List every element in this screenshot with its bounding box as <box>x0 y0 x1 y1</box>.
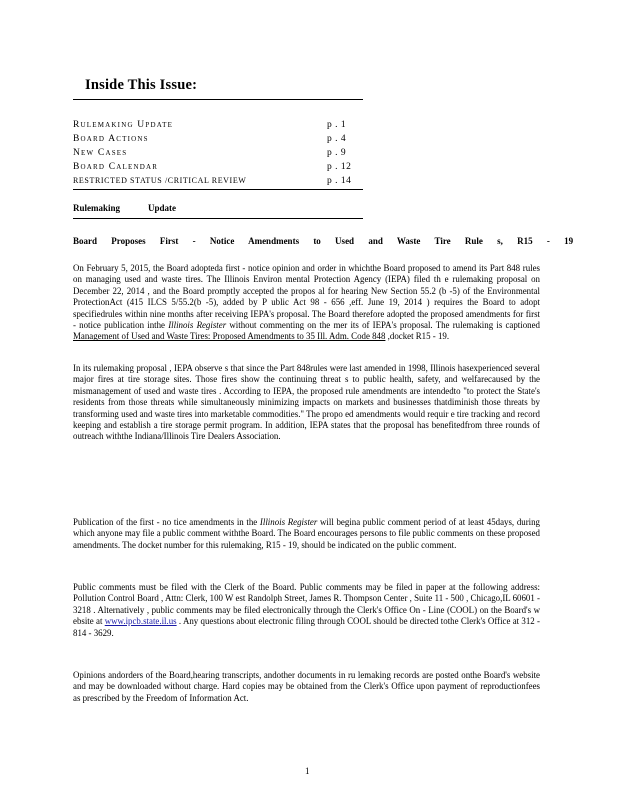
paragraph-text: ,docket R15 - 19. <box>385 331 450 342</box>
toc-item-page: p . 9 <box>327 148 347 158</box>
toc-divider <box>73 189 363 190</box>
toc-item[interactable] <box>73 160 363 174</box>
toc-item[interactable] <box>73 146 363 160</box>
page-number: 1 <box>305 766 310 776</box>
toc-item-page: p . 1 <box>327 120 347 130</box>
paragraph-text: . Any questions about electronic filing through COOL should be directed tothe Clerk's Office at 312 - 814 - 3629. <box>73 616 540 638</box>
article-paragraph-3 <box>73 517 540 551</box>
article-paragraph-4 <box>73 582 540 639</box>
toc-item-label: Board Calendar <box>73 162 159 172</box>
article-headline: Board Proposes First - Notice Amendments to Used and Waste Tire Rule s, R15 - 19 <box>73 236 574 246</box>
toc-item-label: Board Actions <box>73 134 149 144</box>
toc-item-page: p . 4 <box>327 134 347 144</box>
rulemaking-caption: Management of Used and Waste Tires: Proposed Amendments to 35 Ill. Adm. Code 848 <box>73 331 386 342</box>
toc-item[interactable] <box>73 132 363 146</box>
paragraph-text: will begina public comment period of at least 45days, during which anyone may file a public comment withthe Board. The Board encourages persons to file public comments on these proposed amendments. The docket number for this rulemaking, R15 - 19, should be indicated on the public comment. <box>73 517 540 550</box>
toc-item-label: Rulemaking Update <box>73 120 174 130</box>
section-divider <box>73 218 363 219</box>
section-heading-part1: Rulemaking <box>73 203 121 213</box>
article-paragraph-1 <box>73 263 540 343</box>
paragraph-text: without commenting on the mer its of IEPA's proposal. The rulemaking is captioned <box>226 320 540 331</box>
section-heading <box>73 203 176 213</box>
journal-title: Illinois Register <box>168 320 227 331</box>
section-heading-part2: Update <box>148 203 177 213</box>
toc-item-page: p . 12 <box>327 162 352 172</box>
journal-title: Illinois Register <box>259 517 318 527</box>
paragraph-text: On February 5, 2015, the Board adopteda first - notice opinion and order in whichthe Board proposed to amend its Part 848 rules on managing used and waste tires. The Illinois Environ mental Protection Agency (IEPA) filed th e rulemaking proposal on December 22, 2014 , and the Board promptly accepted the propos al for hearing New Section 55.2 (b -5) of the Environmental ProtectionAct (415 ILCS 5/55.2(b -5), added by P ublic Act 98 - 656 ,eff. June 19, 2014 ) requires the Board to adopt specifiedrules within nine months after receiving IEPA's proposal. The Board therefore adopted the proposed amendments for first - notice publication inthe <box>73 263 540 331</box>
page-title: Inside This Issue: <box>85 77 198 93</box>
paragraph-text: Publication of the first - no tice amendments in the <box>73 517 260 527</box>
toc-item-page: p . 14 <box>327 176 352 186</box>
toc-item[interactable] <box>73 118 363 132</box>
toc-item-label: New Cases <box>73 148 128 158</box>
board-website-link[interactable]: www.ipcb.state.il.us <box>104 616 177 627</box>
article-paragraph-2: In its rulemaking proposal , IEPA observe s that since the Part 848rules were last amended in 1998, Illinois hasexperienced several major fires at tire storage sites. Those fires show the continuing threat s to public health, safety, and welfarecaused by the mismanagement of used and waste tires . According to IEPA, the proposed rule amendments are intendedto "to protect the State's residents from those threats while simultaneously minimizing impacts on markets and businesses thatdiminish those threats by transforming used and waste tires into marketable commodities." The propo ed amendments would requir e tire tracking and record keeping and establish a tire storage permit program. In addition, IEPA states that the proposal has benefitedfrom three rounds of outreach withthe Indiana/Illinois Tire Dealers Association. <box>73 363 540 442</box>
toc-item-label: RESTRICTED STATUS /CRITICAL REVIEW <box>73 176 247 185</box>
title-divider <box>73 99 363 100</box>
toc-item[interactable] <box>73 174 363 188</box>
paragraph-text: Public comments must be filed with the Clerk of the Board. Public comments may be filed in paper at the following address: Pollution Control Board , Attn: Clerk, 100 W est Randolph Street, James R. Thompson Center , Suite 11 - 500 , Chicago,IL 60601 - 3218 . Alternatively , public comments may be filed electronically through the Clerk's Office On - Line (COOL) on the Board's w ebsite at <box>73 582 540 627</box>
table-of-contents <box>73 118 363 188</box>
article-paragraph-5: Opinions andorders of the Board,hearing transcripts, andother documents in ru lemaking records are posted onthe Board's website and may be downloaded without charge. Hard copies may be obtained from the Clerk's Office upon payment of reproductionfees as prescribed by the Freedom of Information Act. <box>73 670 540 703</box>
